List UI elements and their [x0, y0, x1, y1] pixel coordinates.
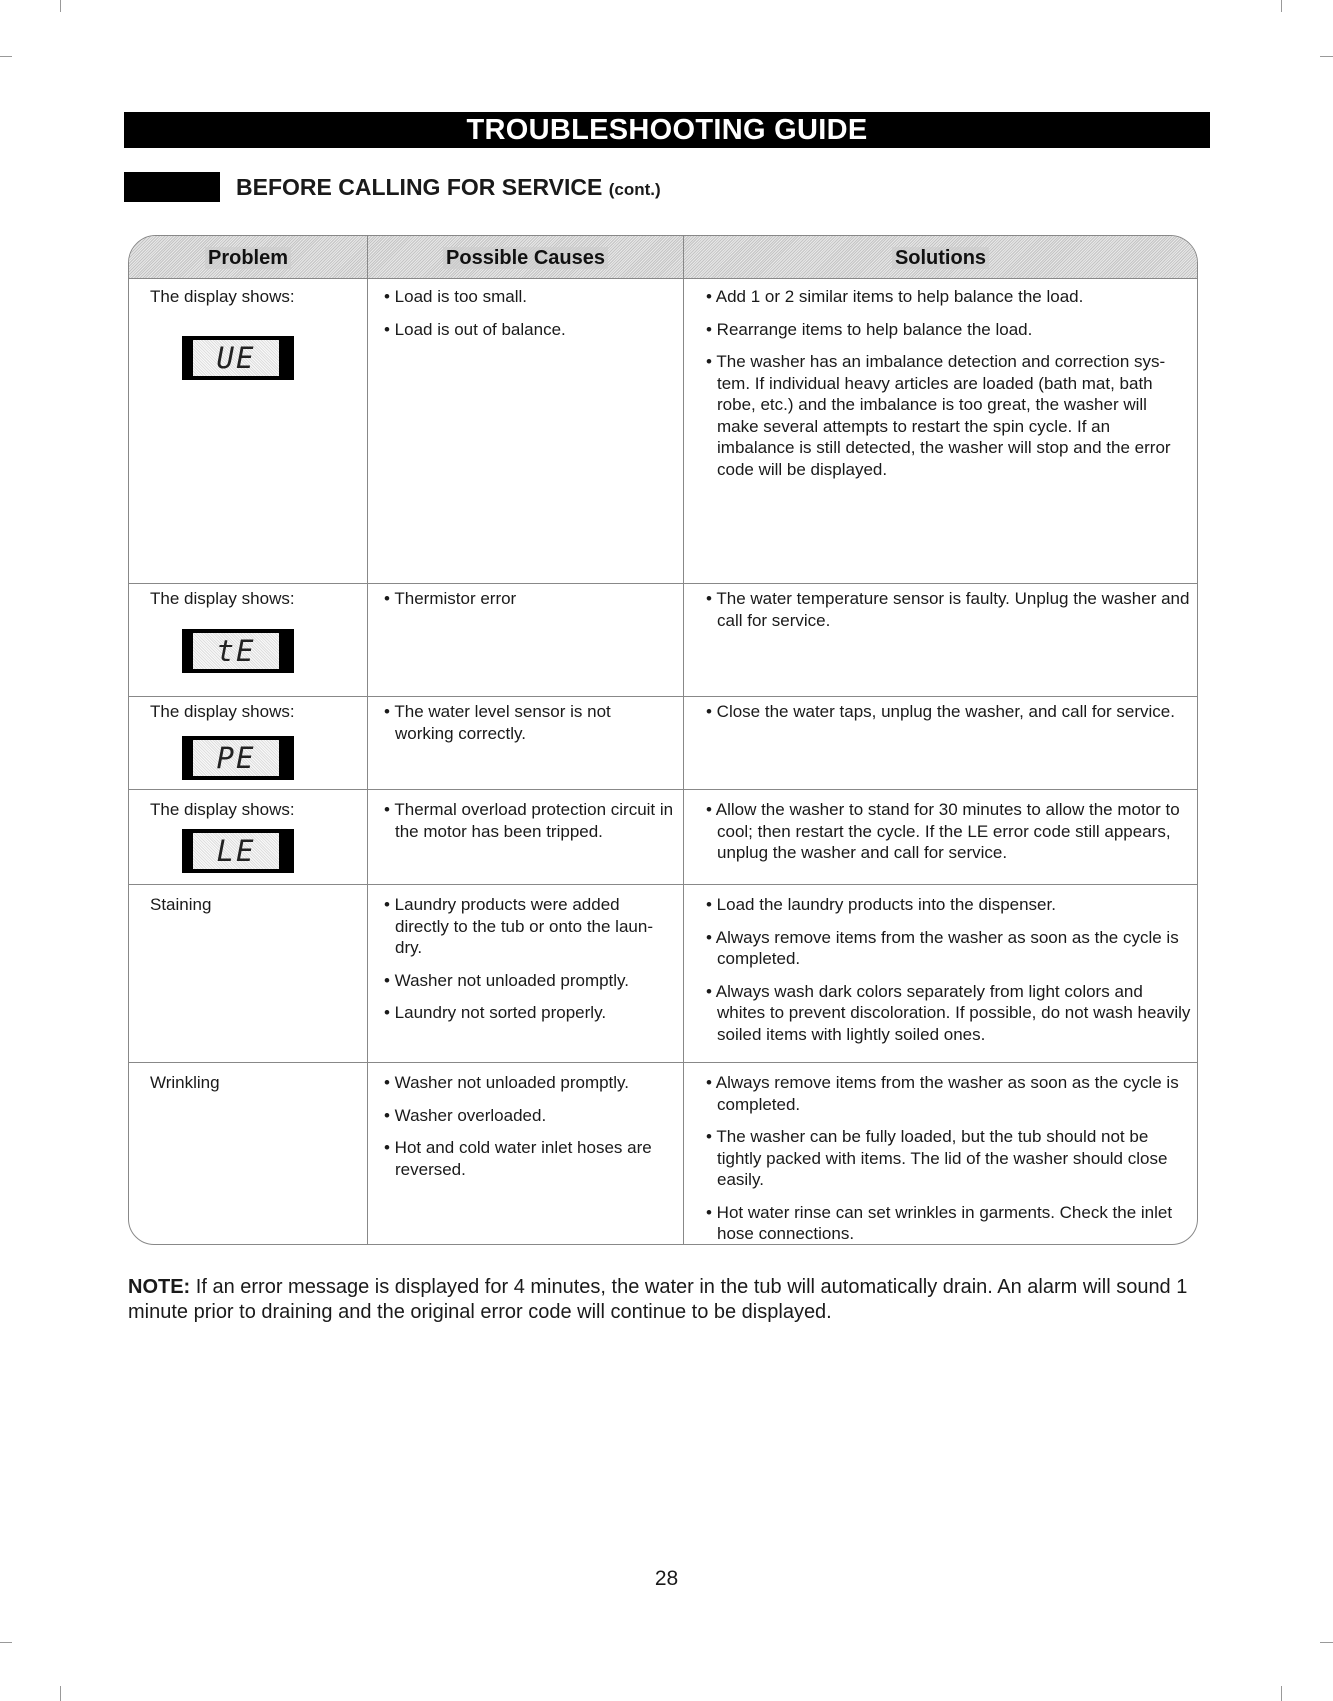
- crop-mark: [0, 1642, 12, 1643]
- display-code-ue: UE: [182, 336, 294, 380]
- table-row-solutions: • Close the water taps, unplug the washer, and call for service.: [706, 702, 1175, 721]
- table-row-problem: Wrinkling: [150, 1073, 220, 1092]
- row-divider: [129, 789, 1197, 790]
- note-text: If an error message is displayed for 4 minutes, the water in the tub will automatically drain. An alarm will sound 1 minute prior to draining and the original error code will continue to be displayed.: [128, 1276, 1188, 1323]
- page-banner: TROUBLESHOOTING GUIDE: [124, 112, 1210, 148]
- troubleshooting-table: [128, 235, 1198, 1245]
- table-row-problem: The display shows:: [150, 589, 295, 608]
- table-row-causes: • The water level sensor is not working correctly.: [384, 702, 611, 743]
- table-row-causes: • Washer not unloaded promptly. • Washer overloaded. • Hot and cold water inlet hoses are reversed.: [384, 1073, 652, 1179]
- row-divider: [129, 884, 1197, 885]
- table-row-problem: The display shows:: [150, 702, 295, 721]
- table-row-solutions: • Allow the washer to stand for 30 minutes to allow the motor to cool; then restart the cycle. If the LE error code still appears, unplug the washer and call for service.: [706, 800, 1180, 862]
- crop-mark: [1281, 1686, 1282, 1701]
- table-row-solutions: • Always remove items from the washer as soon as the cycle is completed. • The washer can be fully loaded, but the tub should not be tightly packed with items. The lid of the washer should close easily. • Hot water rinse can set wrinkles in garments. Check the inlet hose connections.: [706, 1073, 1179, 1243]
- crop-mark: [60, 0, 61, 12]
- table-row-causes: • Laundry products were added directly to the tub or onto the laun-dry. • Washer not unloaded promptly. • Laundry not sorted properly.: [384, 895, 653, 1022]
- crop-mark: [1320, 1642, 1333, 1643]
- table-row-solutions: • Load the laundry products into the dispenser. • Always remove items from the washer as soon as the cycle is completed. • Always wash dark colors separately from light colors and whites to prevent discoloration. If possible, do not wash heavily soiled items with lightly soiled ones.: [706, 895, 1191, 1044]
- section-suffix: (cont.): [608, 180, 661, 199]
- section-title: BEFORE CALLING FOR SERVICE: [236, 174, 603, 200]
- crop-mark: [60, 1686, 61, 1701]
- table-row-causes: • Thermistor error: [384, 589, 517, 608]
- note-label: NOTE:: [128, 1276, 191, 1298]
- section-marker: [124, 172, 220, 202]
- crop-mark: [0, 56, 12, 57]
- table-row-solutions: • The water temperature sensor is faulty. Unplug the washer and call for service.: [706, 589, 1190, 630]
- table-row-causes: • Thermal overload protection circuit in the motor has been tripped.: [384, 800, 674, 841]
- table-row-solutions: • Add 1 or 2 similar items to help balance the load. • Rearrange items to help balance the load. • The washer has an imbalance detection and correction sys-tem. If individual heavy articles are loaded (bath mat, bath robe, etc.) and the imbalance is too great, the washer will make several attempts to restart the spin cycle. If an imbalance is still detected, the washer will stop and the error code will be displayed.: [706, 287, 1171, 479]
- header-causes: Possible Causes: [443, 247, 608, 269]
- page-number: 28: [654, 1567, 679, 1590]
- crop-mark: [1281, 0, 1282, 12]
- row-divider: [129, 583, 1197, 584]
- crop-mark: [1320, 56, 1333, 57]
- row-divider: [129, 696, 1197, 697]
- display-code-te: tE: [182, 629, 294, 673]
- display-code-pe: PE: [182, 736, 294, 780]
- table-row-problem: The display shows:: [150, 800, 295, 819]
- column-divider: [367, 236, 368, 1244]
- table-row-causes: • Load is too small. • Load is out of balance.: [384, 287, 566, 339]
- header-problem: Problem: [205, 247, 291, 269]
- table-row-problem: Staining: [150, 895, 212, 914]
- row-divider: [129, 1062, 1197, 1063]
- table-row-problem: The display shows:: [150, 287, 295, 306]
- note-paragraph: [128, 1275, 1208, 1325]
- display-code-le: LE: [182, 829, 294, 873]
- table-header: [129, 236, 1197, 279]
- column-divider: [683, 236, 684, 1244]
- header-solutions: Solutions: [892, 247, 989, 269]
